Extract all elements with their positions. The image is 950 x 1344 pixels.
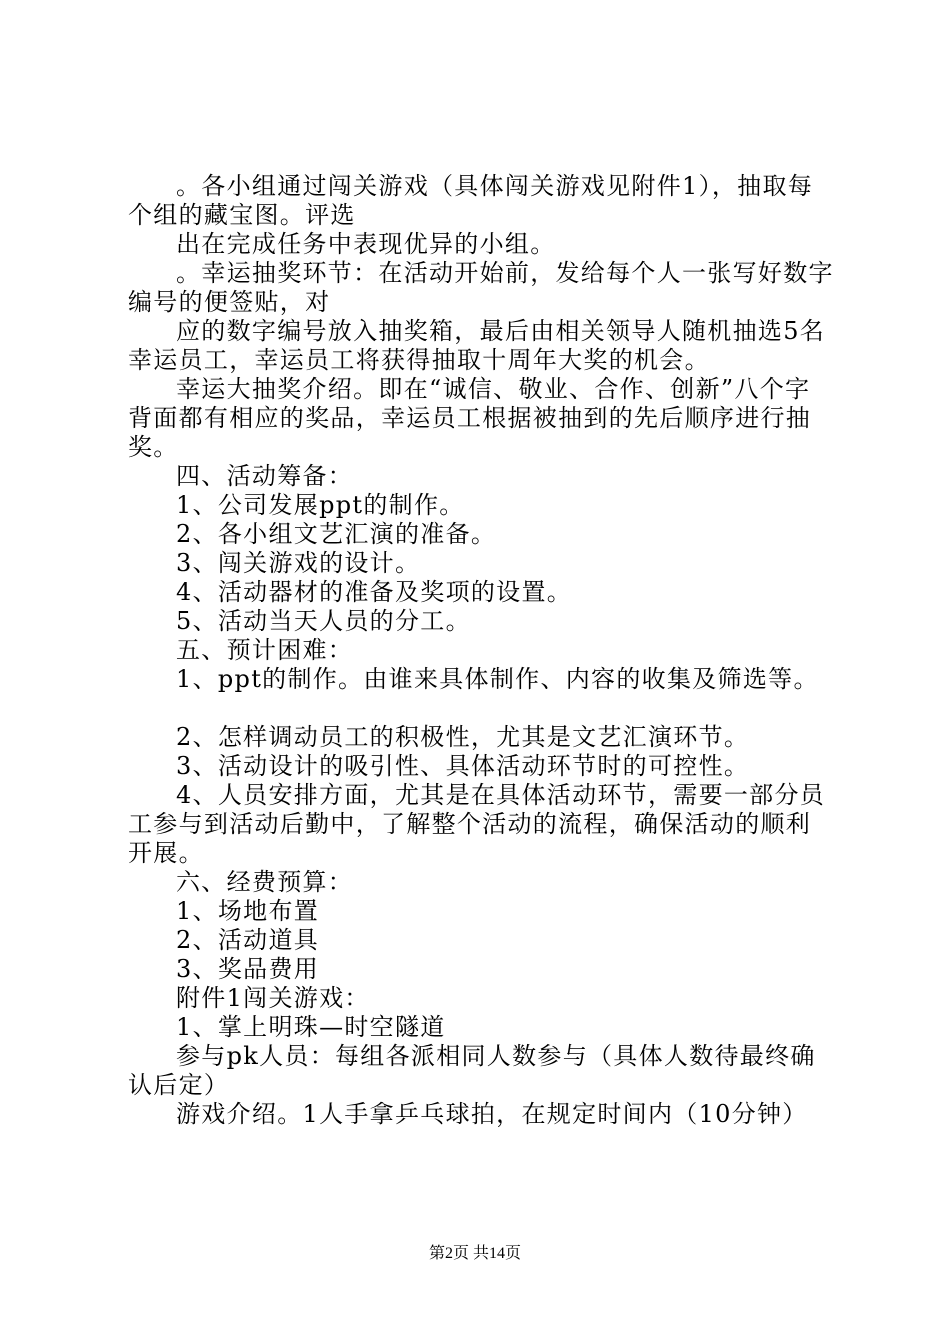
paragraph: 出在完成任务中表现优异的小组。: [176, 230, 556, 258]
page-number-footer: 第2页 共14页: [428, 1245, 521, 1262]
list-item: 3、奖品费用: [176, 955, 320, 983]
list-item: 4、人员安排方面，尤其是在具体活动环节，需要一部分员工参与到活动后勤中，了解整个活动的流程，确保活动的顺利开展。: [128, 781, 826, 867]
list-item: 3、活动设计的吸引性、具体活动环节时的可控性。: [176, 752, 750, 780]
paragraph: 应的数字编号放入抽奖箱，最后由相关领导人随机抽选5名幸运员工，幸运员工将获得抽取十周年大奖的机会。: [128, 317, 826, 374]
document-body: [128, 172, 834, 1129]
paragraph: 幸运大抽奖介绍。即在“诚信、敬业、合作、创新”八个字背面都有相应的奖品，幸运员工根据被抽到的先后顺序进行抽奖。: [128, 375, 812, 461]
list-item: 1、掌上明珠—时空隧道: [176, 1013, 446, 1041]
list-item: 4、活动器材的准备及奖项的设置。: [176, 578, 573, 606]
list-item: 2、各小组文艺汇演的准备。: [176, 520, 497, 548]
paragraph: 。幸运抽奖环节：在活动开始前，发给每个人一张写好数字编号的便签贴，对: [128, 259, 834, 316]
section-heading: 四、活动筹备：: [176, 462, 354, 490]
list-item: 3、闯关游戏的设计。: [176, 549, 421, 577]
list-item: 5、活动当天人员的分工。: [176, 607, 471, 635]
section-heading: 五、预计困难：: [176, 636, 354, 664]
section-heading: 附件1闯关游戏：: [176, 984, 370, 1012]
section-heading: 六、经费预算：: [176, 868, 354, 896]
list-item: 2、怎样调动员工的积极性，尤其是文艺汇演环节。: [176, 723, 750, 751]
paragraph: 参与pk人员：每组各派相同人数参与（具体人数待最终确认后定）: [128, 1042, 816, 1099]
list-item: 2、活动道具: [176, 926, 320, 954]
list-item: 1、ppt的制作。由谁来具体制作、内容的收集及筛选等。: [176, 665, 819, 693]
paragraph: 。各小组通过闯关游戏（具体闯关游戏见附件1），抽取每个组的藏宝图。评选: [128, 172, 814, 229]
list-item: 1、场地布置: [176, 897, 320, 925]
blank-line: [128, 694, 834, 723]
list-item: 1、公司发展ppt的制作。: [176, 491, 465, 519]
paragraph: 游戏介绍。1人手拿乒乓球拍，在规定时间内（10分钟）: [176, 1100, 808, 1128]
